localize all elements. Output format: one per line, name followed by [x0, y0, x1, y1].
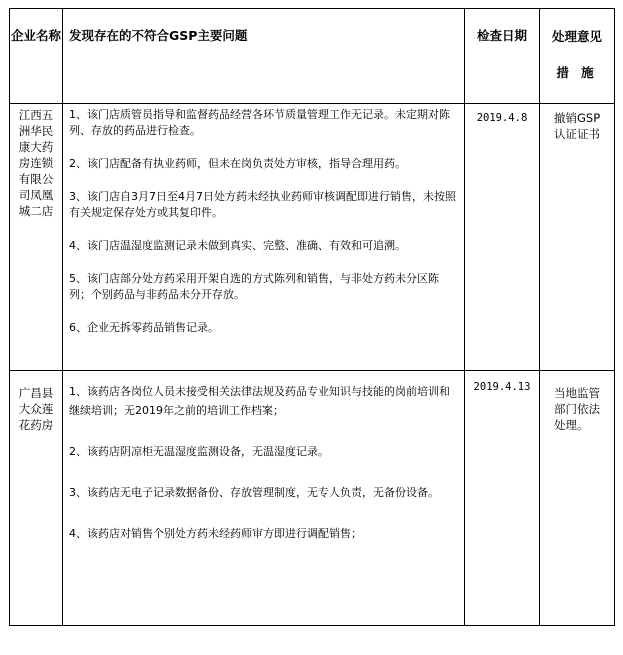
- date-cell: 2019.4.13: [465, 371, 540, 626]
- header-issues: [63, 9, 465, 104]
- issue-item: 1、该药店各岗位人员未接受相关法律法规及药品专业知识与技能的岗前培训和继续培训；无2019年之前的培训工作档案；: [69, 385, 450, 417]
- issue-item: 2、该药店阴凉柜无温湿度监测设备，无温湿度记录。: [69, 445, 329, 458]
- company-cell: 江西五洲华民康大药房连锁有限公司凤凰城二店: [10, 104, 63, 371]
- header-company: [10, 9, 63, 104]
- header-date-label: 检查日期: [476, 28, 527, 43]
- issue-item: 4、该药店对销售个别处方药未经药师审方即进行调配销售；: [69, 527, 362, 540]
- header-action: [540, 9, 615, 104]
- issues-cell: [63, 104, 465, 371]
- issue-item: 4、该门店温湿度监测记录未做到真实、完整、准确、有效和可追溯。: [69, 239, 406, 252]
- table-row: [10, 371, 615, 626]
- issue-item: 5、该门店部分处方药采用开架自选的方式陈列和销售，与非处方药未分区陈列；个别药品与非药品未分开存放。: [69, 272, 439, 301]
- header-company-label: 企业名称: [10, 28, 61, 43]
- header-date: [465, 9, 540, 104]
- gsp-inspection-table: [9, 8, 615, 626]
- header-issues-label: 发现存在的不符合GSP主要问题: [69, 28, 248, 43]
- issue-item: 2、该门店配备有执业药师，但未在岗负责处方审核，指导合理用药。: [69, 157, 406, 170]
- issue-item: 3、该门店自3月7日至4月7日处方药未经执业药师审核调配即进行销售，未按照有关规定保存处方或其复印件。: [69, 190, 456, 219]
- issue-item: 1、该门店质管员指导和监督药品经营各环节质量管理工作无记录。未定期对陈列、存放的药品进行检查。: [69, 108, 450, 137]
- action-cell: 当地监管部门依法处理。: [540, 371, 615, 626]
- table-header-row: [10, 9, 615, 104]
- issue-item: 6、企业无拆零药品销售记录。: [69, 321, 219, 334]
- date-cell: 2019.4.8: [465, 104, 540, 371]
- header-action-label: 处理意见: [551, 29, 602, 44]
- header-measures-label: 措 施: [556, 65, 598, 80]
- issue-item: 3、该药店无电子记录数据备份、存放管理制度，无专人负责，无备份设备。: [69, 486, 439, 499]
- issues-cell: [63, 371, 465, 626]
- company-cell: 广昌县大众莲花药房: [10, 371, 63, 626]
- action-cell: 撤销GSP认证证书: [540, 104, 615, 371]
- table-row: [10, 104, 615, 371]
